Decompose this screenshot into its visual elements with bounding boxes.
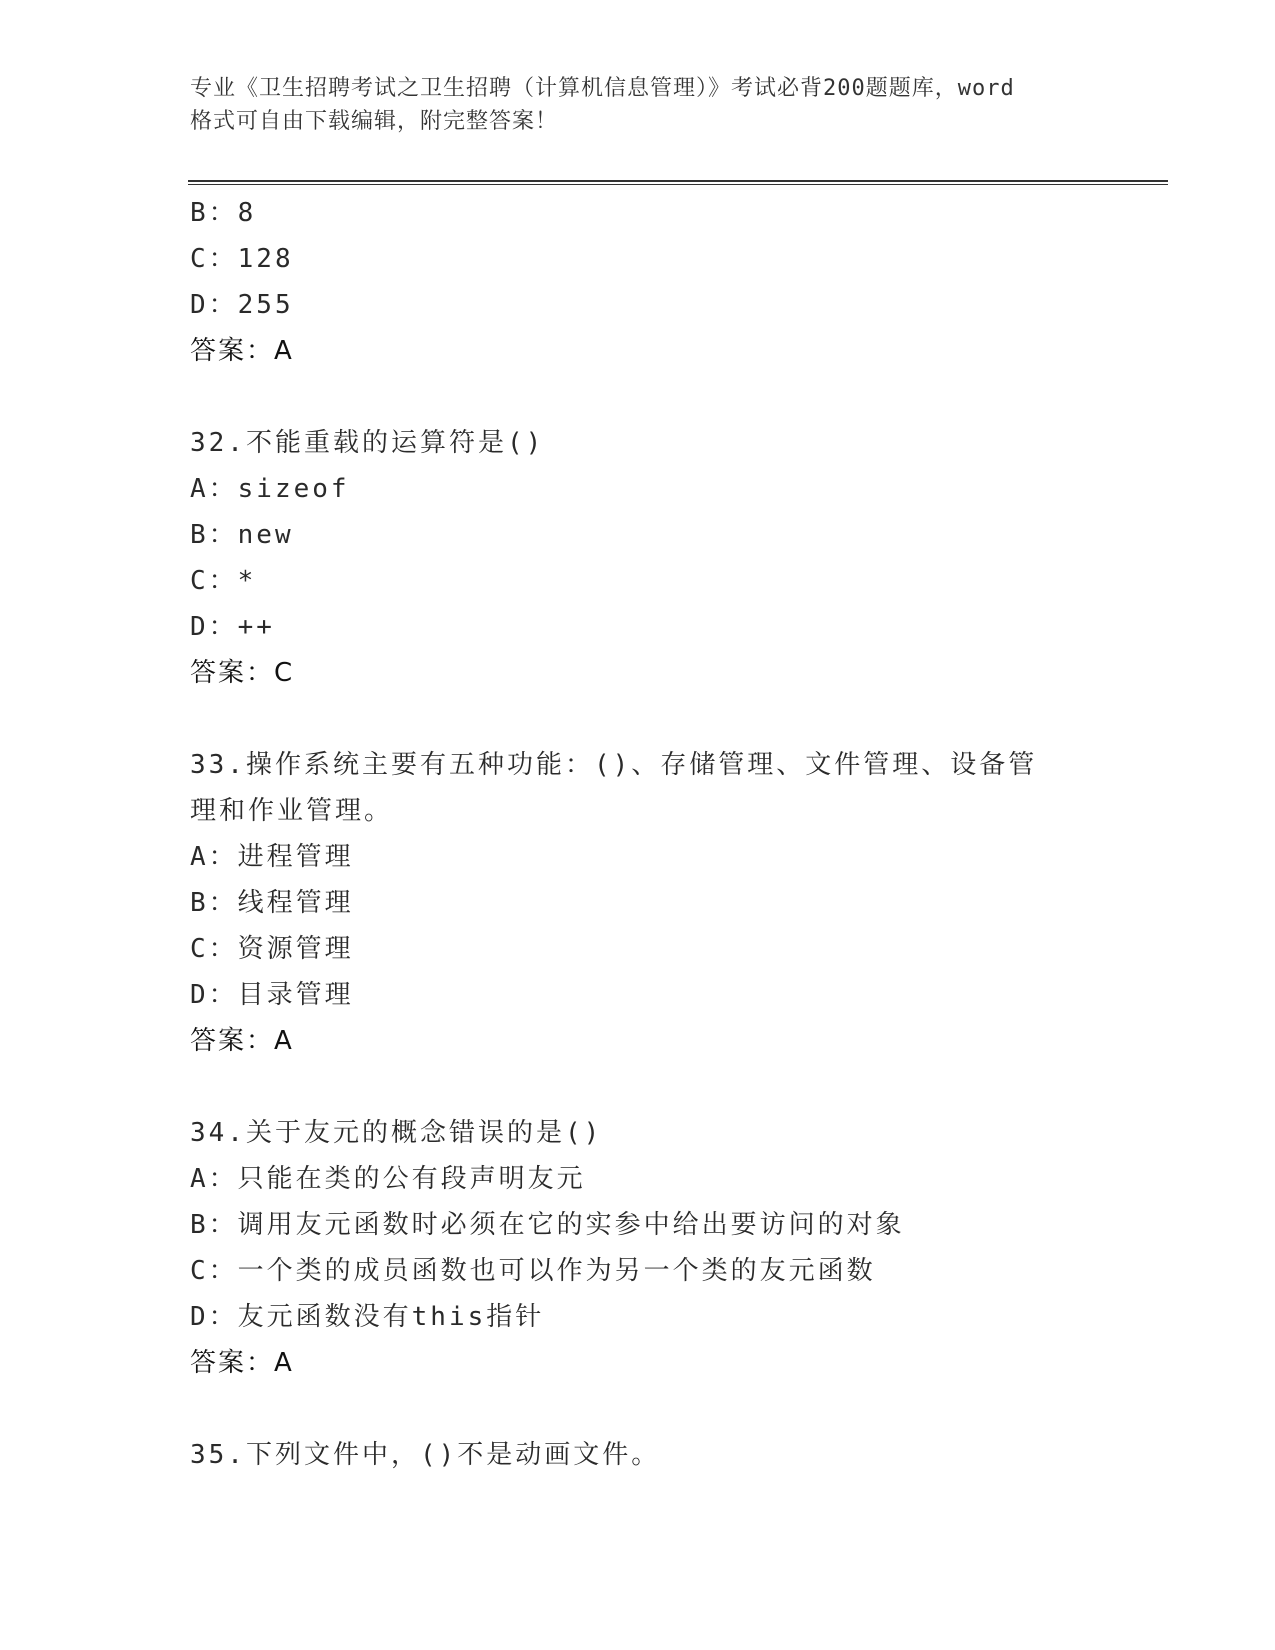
question-34 xyxy=(190,1110,1170,1386)
option-d: D：友元函数没有this指针 xyxy=(190,1302,545,1332)
document-header xyxy=(190,72,1110,138)
spacer xyxy=(190,696,1170,742)
question-title: 32.不能重载的运算符是() xyxy=(190,428,545,458)
option-c: C：一个类的成员函数也可以作为另一个类的友元函数 xyxy=(190,1256,876,1286)
question-33 xyxy=(190,742,1170,1064)
answer-label: 答案：A xyxy=(190,1348,294,1378)
option-b: B：new xyxy=(190,520,294,550)
option-c: C：资源管理 xyxy=(190,934,354,964)
option-b: B：调用友元函数时必须在它的实参中给出要访问的对象 xyxy=(190,1210,905,1240)
answer-label: 答案：A xyxy=(190,336,294,366)
header-divider xyxy=(188,180,1168,185)
question-list xyxy=(190,190,1170,1478)
answer-label: 答案：A xyxy=(190,1026,294,1056)
question-title: 33.操作系统主要有五种功能：()、存储管理、文件管理、设备管理和作业管理。 xyxy=(190,750,1038,826)
option-d: D：255 xyxy=(190,290,294,320)
question-32 xyxy=(190,420,1170,696)
question-title: 34.关于友元的概念错误的是() xyxy=(190,1118,603,1148)
option-c: C：* xyxy=(190,566,257,596)
option-b: B：线程管理 xyxy=(190,888,354,918)
option-a: A：进程管理 xyxy=(190,842,354,872)
answer-label: 答案：C xyxy=(190,658,295,688)
option-a: A：sizeof xyxy=(190,474,350,504)
spacer xyxy=(190,374,1170,420)
spacer xyxy=(190,1386,1170,1432)
spacer xyxy=(190,1064,1170,1110)
header-title-line-1: 专业《卫生招聘考试之卫生招聘（计算机信息管理）》考试必背200题题库，word xyxy=(190,76,1015,101)
question-31-partial xyxy=(190,190,1170,374)
option-b: B：8 xyxy=(190,198,257,228)
option-a: A：只能在类的公有段声明友元 xyxy=(190,1164,586,1194)
option-d: D：++ xyxy=(190,612,275,642)
option-c: C：128 xyxy=(190,244,294,274)
question-title: 35.下列文件中，()不是动画文件。 xyxy=(190,1440,661,1470)
header-title-line-2: 格式可自由下载编辑，附完整答案！ xyxy=(190,109,559,134)
option-d: D：目录管理 xyxy=(190,980,354,1010)
question-35 xyxy=(190,1432,1170,1478)
